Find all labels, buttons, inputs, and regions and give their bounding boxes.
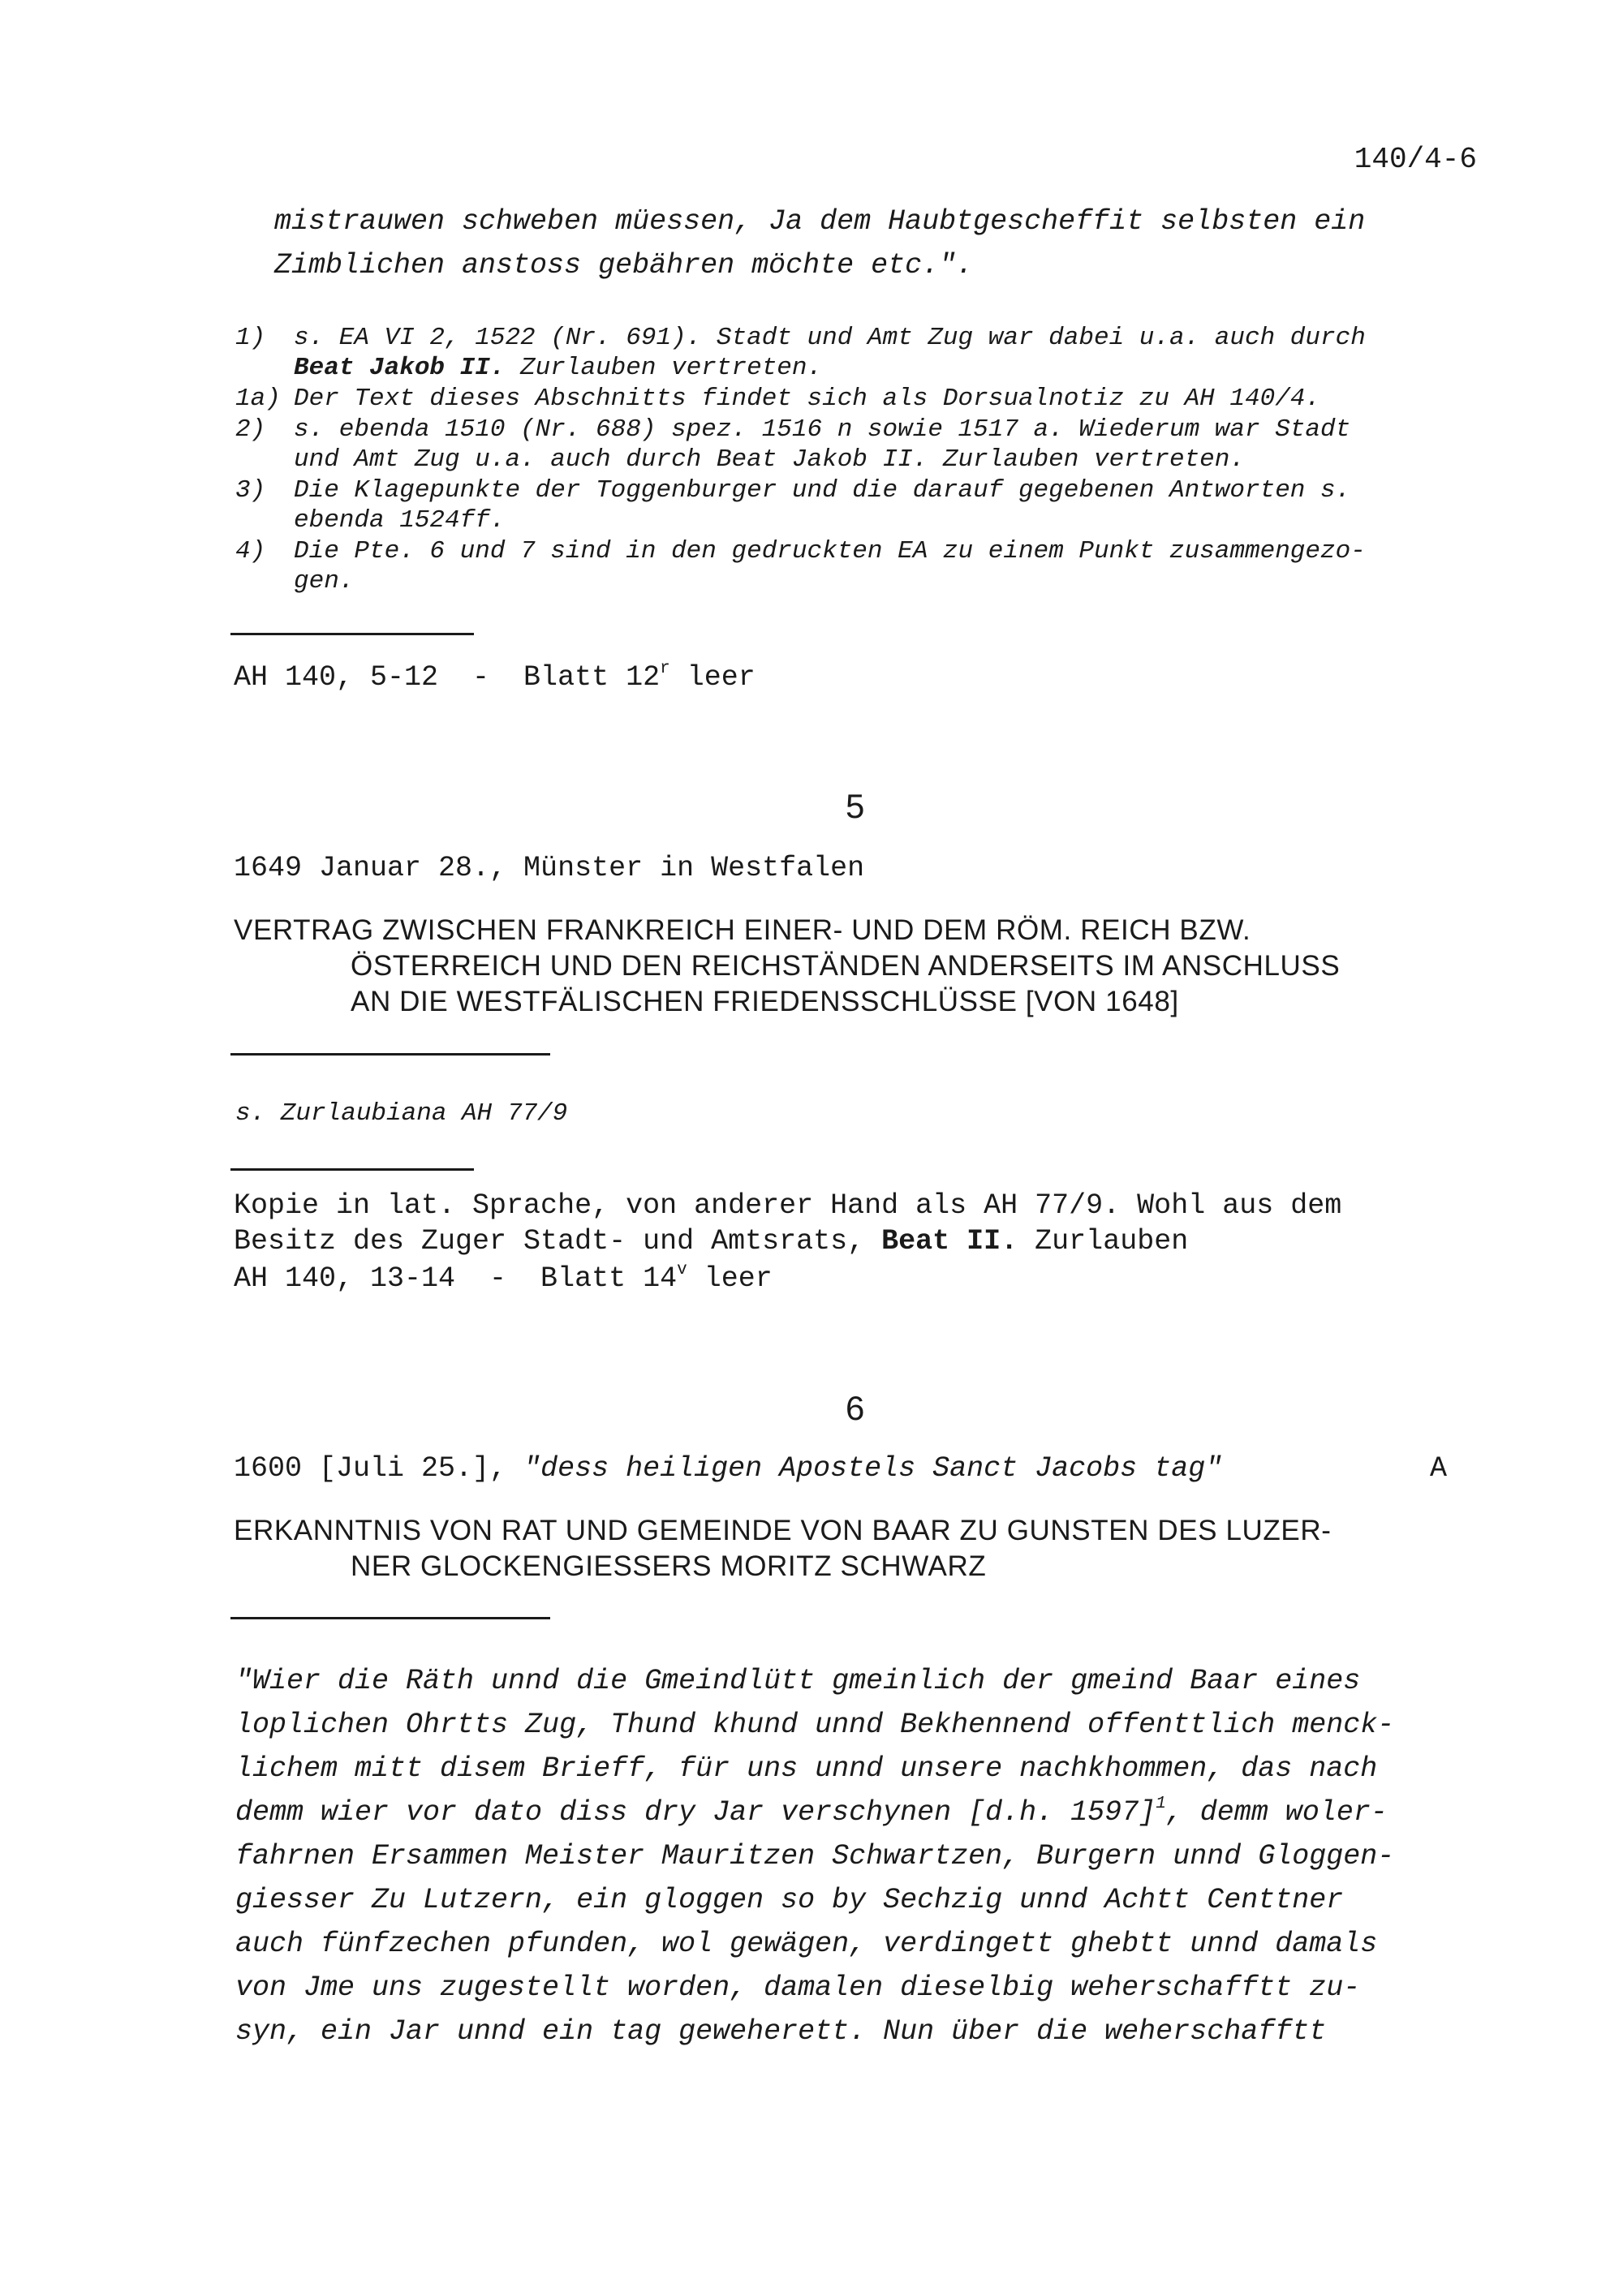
document-5-description-line-1: Kopie in lat. Sprache, von anderer Hand als AH 77/9. Wohl aus dem bbox=[234, 1189, 1342, 1222]
document-5-number: 5 bbox=[846, 787, 865, 825]
footnote-1a-mark: 1a) bbox=[235, 385, 281, 413]
reference-text: AH 140, 13-14 - Blatt 14 bbox=[234, 1262, 678, 1295]
document-5-description-line-2 bbox=[234, 1225, 1188, 1258]
body-line-6: giesser Zu Lutzern, ein gloggen so by Sechzig unnd Achtt Centtner bbox=[235, 1884, 1344, 1916]
quote-continuation-line-2: Zimblichen anstoss gebähren möchte etc.". bbox=[274, 249, 974, 282]
separator-rule bbox=[230, 633, 474, 635]
reference-tail: leer bbox=[687, 1262, 773, 1295]
footnote-4-line-1: Die Pte. 6 und 7 sind in den gedruckten EA zu einem Punkt zusammengezo- bbox=[294, 537, 1366, 565]
footnote-1-name: Beat Jakob II. bbox=[294, 354, 506, 382]
quote-continuation-line-1: mistrauwen schweben müessen, Ja dem Haubtgescheffit selbsten ein bbox=[274, 205, 1366, 238]
document-6-title-line-1: ERKANNTNIS VON RAT UND GEMEINDE VON BAAR ZU GUNSTEN DES LUZER- bbox=[234, 1515, 1332, 1546]
document-4-reference bbox=[234, 661, 756, 694]
footnote-1-line-2 bbox=[294, 354, 822, 382]
document-5-date: 1649 Januar 28., Münster in Westfalen bbox=[234, 852, 865, 884]
footnote-marker: 1 bbox=[1156, 1795, 1166, 1814]
body-line-2: loplichen Ohrtts Zug, Thund khund unnd Bekhennend offenttlich menck- bbox=[235, 1709, 1395, 1741]
reference-tail: leer bbox=[669, 661, 756, 694]
title-rule bbox=[230, 1617, 550, 1619]
date-feast-day: "dess heiligen Apostels Sanct Jacobs tag" bbox=[523, 1452, 1223, 1485]
reference-sup: r bbox=[660, 660, 670, 679]
footnote-2-line-2: und Amt Zug u.a. auch durch Beat Jakob II. Zurlauben vertreten. bbox=[294, 445, 1245, 474]
footnote-1-line-1: s. EA VI 2, 1522 (Nr. 691). Stadt und Amt Zug war dabei u.a. auch durch bbox=[294, 324, 1366, 352]
document-6-number: 6 bbox=[846, 1389, 865, 1427]
document-5-reference bbox=[234, 1262, 773, 1295]
footnote-1a-line-1: Der Text dieses Abschnitts findet sich als Dorsualnotiz zu AH 140/4. bbox=[294, 385, 1321, 413]
footnote-3-line-1: Die Klagepunkte der Toggenburger und die darauf gegebenen Antworten s. bbox=[294, 476, 1351, 505]
footnote-2-mark: 2) bbox=[235, 415, 266, 444]
separator-rule bbox=[230, 1168, 474, 1171]
body-line-4 bbox=[235, 1796, 1388, 1829]
date-text: 1600 [Juli 25.], bbox=[234, 1452, 524, 1485]
body-text: , demm woler- bbox=[1165, 1796, 1388, 1829]
description-tail: Zurlauben bbox=[1018, 1225, 1189, 1258]
footnote-4-mark: 4) bbox=[235, 537, 266, 565]
description-text: Besitz des Zuger Stadt- und Amtsrats, bbox=[234, 1225, 882, 1258]
title-rule bbox=[230, 1053, 550, 1056]
body-line-3: lichem mitt disem Brieff, für uns unnd unsere nachkhommen, das nach bbox=[235, 1752, 1378, 1785]
page-number: 140/4-6 bbox=[1354, 143, 1477, 176]
body-text: demm wier vor dato diss dry Jar verschynen [d.h. 1597] bbox=[235, 1796, 1156, 1829]
document-6-marker: A bbox=[1430, 1452, 1448, 1485]
footnote-1-rest: Zurlauben vertreten. bbox=[505, 354, 823, 382]
body-line-8: von Jme uns zugestellt worden, damalen dieselbig weherschafftt zu- bbox=[235, 1971, 1361, 2004]
description-name: Beat II. bbox=[881, 1225, 1018, 1258]
footnote-3-line-2: ebenda 1524ff. bbox=[294, 506, 506, 535]
body-line-7: auch fünfzechen pfunden, wol gewägen, verdingett ghebtt unnd damals bbox=[235, 1928, 1378, 1960]
footnote-2-line-1: s. ebenda 1510 (Nr. 688) spez. 1516 n sowie 1517 a. Wiederum war Stadt bbox=[294, 415, 1351, 444]
reference-sup: v bbox=[677, 1261, 687, 1280]
document-5-title-line-1: VERTRAG ZWISCHEN FRANKREICH EINER- UND DEM RÖM. REICH BZW. bbox=[234, 914, 1251, 946]
document-5-see-reference: s. Zurlaubiana AH 77/9 bbox=[235, 1099, 568, 1128]
document-5-title-line-2: ÖSTERREICH UND DEN REICHSTÄNDEN ANDERSEITS IM ANSCHLUSS bbox=[351, 950, 1341, 982]
reference-text: AH 140, 5-12 - Blatt 12 bbox=[234, 661, 661, 694]
body-line-1: "Wier die Räth unnd die Gmeindlütt gmeinlich der gmeind Baar eines bbox=[235, 1665, 1361, 1697]
footnote-4-line-2: gen. bbox=[294, 567, 355, 595]
footnote-1-mark: 1) bbox=[235, 324, 266, 352]
body-line-9: syn, ein Jar unnd ein tag geweherett. Nun über die weherschafftt bbox=[235, 2015, 1327, 2048]
document-5-title-line-3: AN DIE WESTFÄLISCHEN FRIEDENSSCHLÜSSE [VON 1648] bbox=[351, 986, 1179, 1017]
body-line-5: fahrnen Ersammen Meister Mauritzen Schwartzen, Burgern unnd Gloggen- bbox=[235, 1840, 1395, 1872]
document-6-date bbox=[234, 1452, 1222, 1485]
footnote-3-mark: 3) bbox=[235, 476, 266, 505]
document-6-title-line-2: NER GLOCKENGIESSERS MORITZ SCHWARZ bbox=[351, 1550, 987, 1582]
